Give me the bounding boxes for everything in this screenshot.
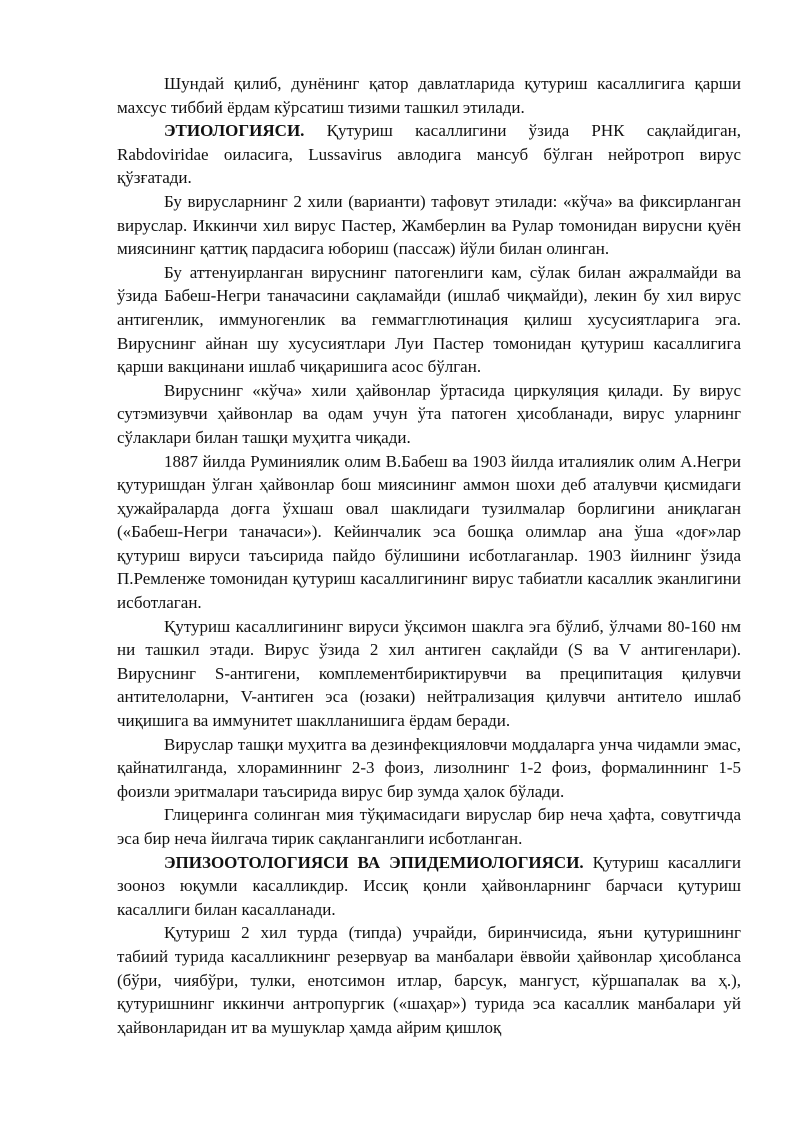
paragraph-5: Вируснинг «кўча» хили ҳайвонлар ўртасида циркуляция қилади. Бу вирус сутэмизувчи ҳайвонлар ва одам учун ўта патоген ҳисобланади, вирус уларнинг сўлаклари билан ташқи муҳитга чиқади. xyxy=(117,380,741,447)
paragraph-6: 1887 йилда Руминиялик олим В.Бабеш ва 1903 йилда италиялик олим А.Негри қутуришдан ўлган ҳайвонлар бош миясининг аммон шохи деб аталувчи қисмидаги ҳужайраларда доғга ўхшаш овал шаклидаги тузилмалар борлигини аниқлаган («Бабеш-Негри таначаси»). Кейинчалик эса бошқа олимлар ана ўша «доғ»лар қутуриш вируси таъсирида пайдо бўлишини исботлаганлар. 1903 йилнинг ўзида П.Ремленже томонидан қутуриш касаллигининг вирус табиатли касаллик эканлигини исботлаган. xyxy=(117,451,741,613)
section-heading-etiology: ЭТИОЛОГИЯСИ. xyxy=(164,121,305,141)
paragraph-7: Қутуриш касаллигининг вируси ўқсимон шаклга эга бўлиб, ўлчами 80-160 нм ни ташкил этади. Вирус ўзида 2 хил антиген сақлайди (S ва V антигенлари). Вируснинг S-антигени, комплементбириктирувчи ва преципитация қилувчи антителоларни, V-антиген эса (юзаки) нейтрализация қилувчи антитело ишлаб чиқишига ва иммунитет шаклланишига ёрдам беради. xyxy=(117,616,741,731)
section-heading-epidemiology: ЭПИЗООТОЛОГИЯСИ ВА ЭПИДЕМИОЛОГИЯСИ. xyxy=(164,852,584,872)
paragraph-8: Вируслар ташқи муҳитга ва дезинфекцияловчи моддаларга унча чидамли эмас, қайнатилганда, хлораминнинг 2-3 фоиз, лизолнинг 1-2 фоиз, формалиннинг 1-5 фоизли эритмалари таъсирида вирус бир зумда ҳалок бўлади. xyxy=(117,734,741,801)
paragraph-epidemiology: ЭПИЗООТОЛОГИЯСИ ВА ЭПИДЕМИОЛОГИЯСИ. Қутуриш касаллиги зооноз юқумли касалликдир. Иссиқ қонли ҳайвонларнинг барчаси қутуриш касаллиги билан касалланади. xyxy=(117,852,741,919)
paragraph-etiology: ЭТИОЛОГИЯСИ. Қутуриш касаллигини ўзида РНК сақлайдиган, Rabdoviridae оиласига, Lussavirus авлодига мансуб бўлган нейротроп вирус қўзғатади. xyxy=(117,121,741,188)
paragraph-3: Бу вирусларнинг 2 хили (варианти) тафовут этилади: «кўча» ва фиксирланган вируслар. Иккинчи хил вирус Пастер, Жамберлин ва Рулар томонидан вирусни қуён миясининг қаттиқ пардасига юбориш (пассаж) йўли билан олинган. xyxy=(117,191,741,259)
paragraph-4: Бу аттенуирланган вируснинг патогенлиги кам, сўлак билан ажралмайди ва ўзида Бабеш-Негри таначасини сақламайди (ишлаб чиқмайди), лекин бу хил вирус антигенлик, иммуногенлик ва геммагглютинация қилиш хусусиятларига эга. Вируснинг айнан шу хусусиятлари Луи Пастер томонидан қутуриш касаллигига қарши вакцинани ишлаб чиқаришига асос бўлган. xyxy=(117,262,741,377)
document-page xyxy=(117,72,741,1039)
paragraph-9: Глицеринга солинган мия тўқимасидаги вируслар бир неча ҳафта, совутгичда эса бир неча йилгача тирик сақланганлиги исботланган. xyxy=(117,805,741,848)
paragraph-1: Шундай қилиб, дунёнинг қатор давлатларида қутуриш касаллигига қарши махсус тиббий ёрдам кўрсатиш тизими ташкил этилади. xyxy=(117,74,741,117)
paragraph-11: Қутуриш 2 хил турда (типда) учрайди, биринчисида, яъни қутуришнинг табиий турида касалликнинг резервуар ва манбалари ёввойи ҳайвонлар ҳисобланса (бўри, чиябўри, тулки, енотсимон итлар, барсук, мангуст, кўршапалак ва ҳ.), қутуришнинг иккинчи антропургик («шаҳар») турида эса касаллик манбалари уй ҳайвонларидан ит ва мушуклар ҳамда айрим қишлоқ xyxy=(117,923,741,1037)
